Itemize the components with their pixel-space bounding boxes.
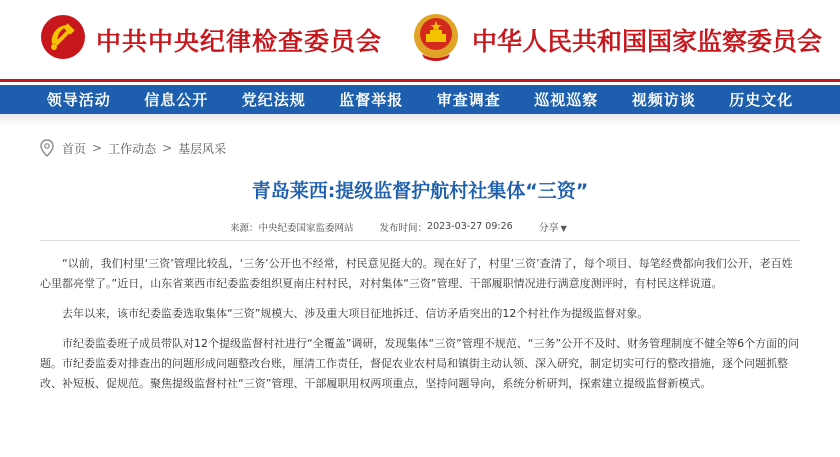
article-paragraph: “以前，我们村里‘三资’管理比较乱，‘三务’公开也不经常，村民意见挺大的。现在好了，村里‘三资’查清了，每个项目、每笔经费都向我们公开，老百姓心里都亮堂了。”近日，山东省莱西市纪委监委组织夏南庄村村民，对村集体“三资”管理、干部履职情况进行满意度测评时，有村民这样说道。 [40,257,793,290]
nav-item-report[interactable]: 监督举报 [339,91,404,109]
source-label: 来源： [230,222,259,234]
share-label: 分享 [538,223,559,234]
nav-item-investigation[interactable]: 审查调查 [436,91,501,109]
share-button[interactable] [539,219,567,234]
nav-item-regulations[interactable]: 党纪法规 [241,91,306,109]
breadcrumb-home[interactable]: 首页 [62,141,87,156]
article-paragraph: 去年以来，该市纪委监委选取集体“三资”规模大、涉及重大项目征地拆迁、信访矛盾突出的12个村社作为提级监督对象。 [62,307,649,320]
source-value: 中央纪委国家监委网站 [258,222,354,234]
article-title: 青岛莱西:提级监督护航村社集体“三资” [251,180,589,202]
nav-item-inspection[interactable]: 巡视巡察 [534,91,599,109]
nav-shadow [0,114,840,126]
location-pin-icon [40,139,54,157]
org-name-right[interactable]: 中华人民共和国国家监察委员会 [472,27,823,56]
publish-time-value: 2023-03-27 09:26 [427,221,513,232]
breadcrumb-grassroots[interactable]: 基层风采 [178,141,227,156]
main-nav [0,82,840,114]
site-header [0,0,840,82]
breadcrumb-separator: > [92,141,103,155]
party-emblem-icon[interactable] [40,14,86,60]
nav-item-history-culture[interactable]: 历史文化 [729,91,794,109]
publish-time-label: 发布时间： [379,222,428,234]
meta-divider [40,240,800,241]
nav-item-info-disclosure[interactable]: 信息公开 [144,91,209,109]
caret-down-icon: ▼ [560,224,567,233]
breadcrumb-separator: > [162,141,173,155]
nav-item-leadership[interactable]: 领导活动 [46,91,111,109]
org-name-left[interactable]: 中共中央纪律检查委员会 [96,27,383,56]
breadcrumb [40,138,226,158]
article-body [40,254,800,404]
nav-item-video-interview[interactable]: 视频访谈 [631,91,696,109]
national-emblem-icon[interactable] [412,12,460,62]
breadcrumb-work-news[interactable]: 工作动态 [108,141,157,156]
article-paragraph: 市纪委监委班子成员带队对12个提级监督村社进行“全覆盖”调研，发现集体“三资”管理不规范、“三务”公开不及时、财务管理制度不健全等6个方面的问题。市纪委监委对排查出的问题形成问题整改台账，厘清工作责任，督促农业农村局和镇街主动认领、深入研究，制定切实可行的整改措施，逐个问题抓整改、补短板、促规范。聚焦提级监督村社“三资”管理、干部履职用权两项重点，坚持问题导向，系统分析研判，探索建立提级监督新模式。 [40,337,800,390]
article-meta [230,219,567,234]
